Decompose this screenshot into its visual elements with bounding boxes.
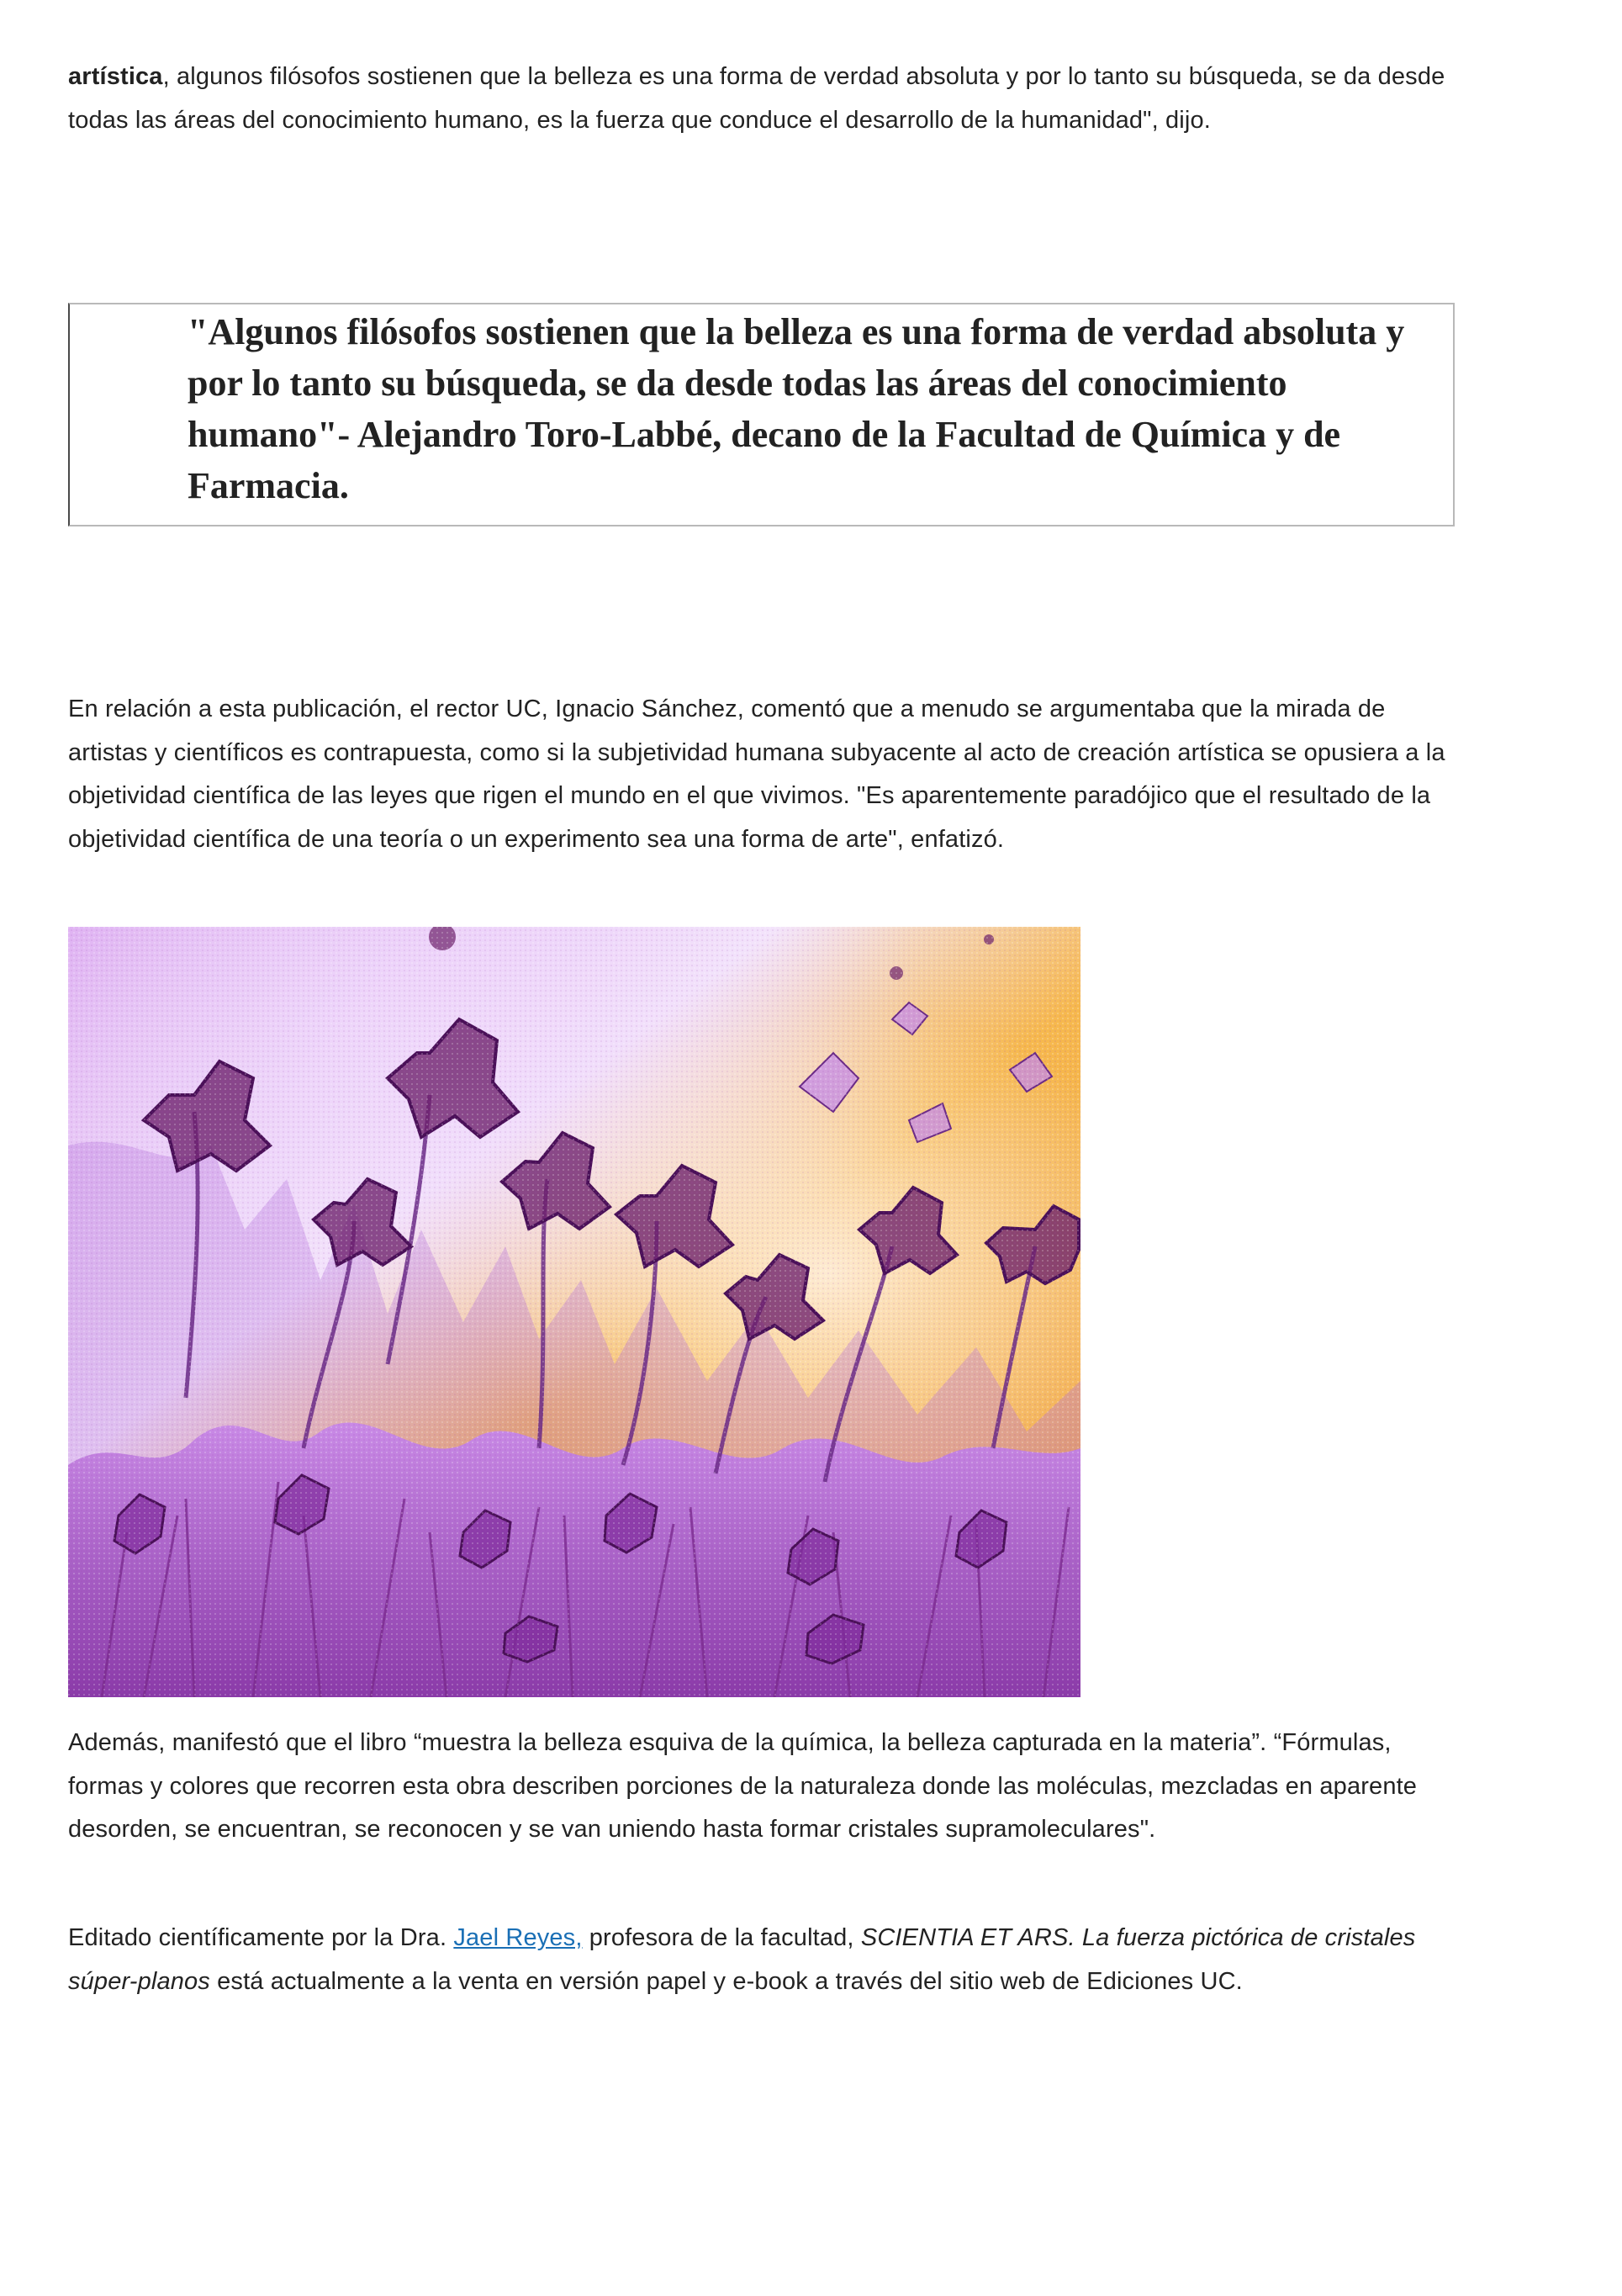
paragraph-intro-text: , algunos filósofos sostienen que la belleza es una forma de verdad absoluta y por lo tanto su búsqueda, se da desde todas las áreas del conocimiento humano, es la fuerza que conduce el desarrollo de la humanidad", dijo.: [68, 63, 1445, 134]
paragraph-editor: [68, 1917, 1456, 2003]
pull-quote: [68, 303, 1455, 526]
editor-text-tail: está actualmente a la venta en versión papel y e-book a través del sitio web de Ediciones UC.: [209, 1967, 1243, 1995]
paragraph-intro: [68, 56, 1456, 142]
paragraph-book-quote: Además, manifestó que el libro “muestra la belleza esquiva de la química, la belleza capturada en la materia”. “Fórmulas, formas y colores que recorren esta obra describen porciones de la naturaleza donde las moléculas, mezcladas en aparente desorden, se encuentran, se reconocen y se van uniendo hasta formar cristales supramoleculares".: [68, 1729, 1418, 1843]
bold-lead: artística: [68, 63, 163, 90]
pull-quote-text: "Algunos filósofos sostienen que la belleza es una forma de verdad absoluta y por lo tanto su búsqueda, se da desde todas las áreas del conocimiento humano"- Alejandro Toro-Labbé, decano de la Facultad de Química y de Farmacia.: [188, 311, 1405, 506]
crystal-artwork-image: [68, 927, 1080, 1697]
jael-reyes-link[interactable]: Jael Reyes,: [453, 1924, 583, 1951]
book-title: SCIENTIA ET ARS. La fuerza pictórica de cristales súper-planos: [68, 1924, 1416, 1995]
editor-text-after-link: profesora de la facultad,: [582, 1924, 861, 1951]
paragraph-rector: En relación a esta publicación, el rector UC, Ignacio Sánchez, comentó que a menudo se argumentaba que la mirada de artistas y científicos es contrapuesta, como si la subjetividad humana subyacente al acto de creación artística se opusiera a la objetividad científica de las leyes que rigen el mundo en el que vivimos. "Es aparentemente paradójico que el resultado de la objetividad científica de una teoría o un experimento sea una forma de arte", enfatizó.: [68, 696, 1445, 853]
editor-text-before-link: Editado científicamente por la Dra.: [68, 1924, 454, 1951]
